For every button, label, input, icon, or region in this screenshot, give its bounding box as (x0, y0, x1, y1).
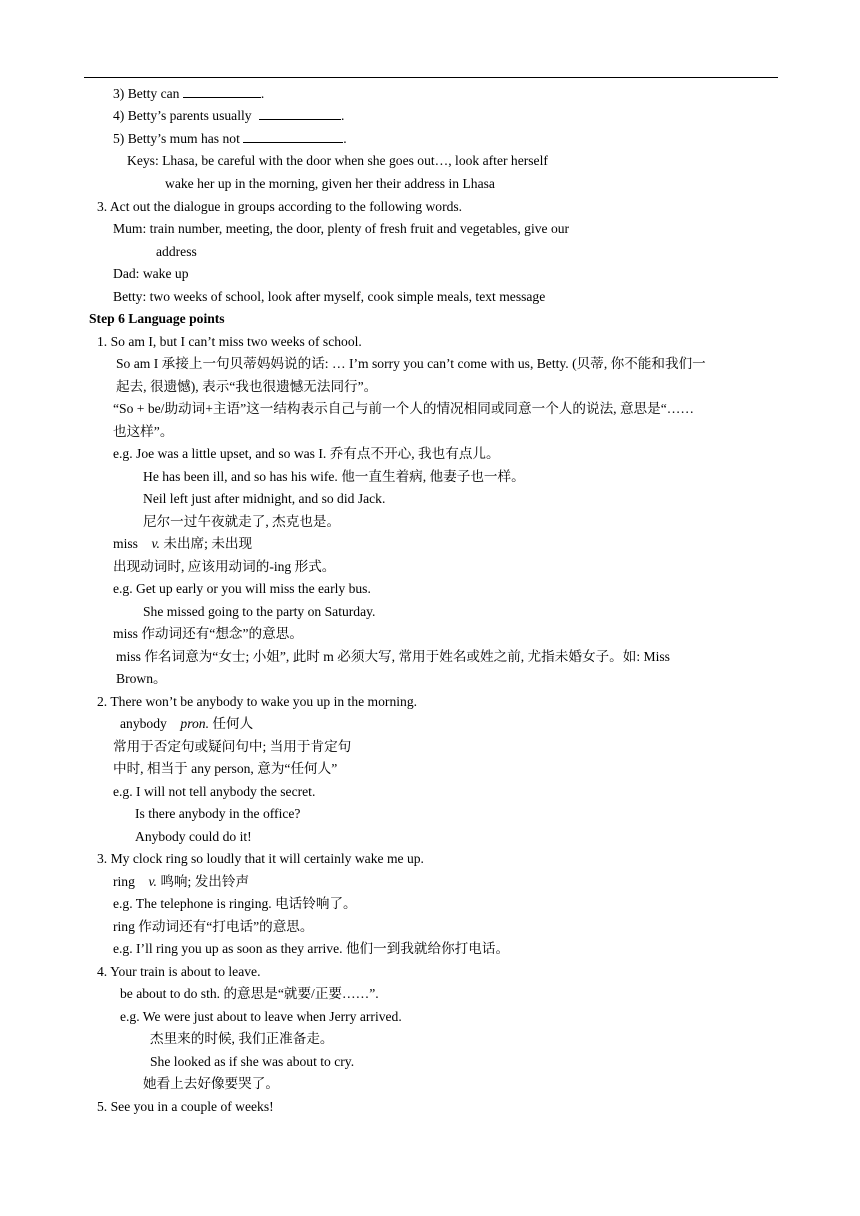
miss-note: 出现动词时, 应该用动词的-ing 形式。 (113, 559, 336, 574)
about-to-example-1-cn: 杰里来的时候, 我们正准备走。 (150, 1031, 334, 1046)
vocab-meaning: 鸣响; 发出铃声 (160, 874, 250, 889)
act-betty-line: Betty: two weeks of school, look after myself, cook simple meals, text message (113, 289, 546, 304)
part-of-speech: v. (151, 536, 160, 551)
act-mum-line-2: address (156, 244, 197, 259)
ring-example-2: e.g. I’ll ring you up as soon as they arrive. 他们一到我就给你打电话。 (113, 941, 510, 956)
ring-note: ring 作动词还有“打电话”的意思。 (113, 919, 314, 934)
header-rule (84, 77, 778, 78)
item-5-text: 5) Betty’s mum has not (113, 131, 240, 146)
point-1-example-2: He has been ill, and so has his wife. 他一直生着病, 他妻子也一样。 (143, 469, 525, 484)
about-to-example-2-cn: 她看上去好像要哭了。 (143, 1076, 279, 1091)
point-1-sentence: 1. So am I, but I can’t miss two weeks of school. (97, 334, 362, 349)
item-3-text: 3) Betty can (113, 86, 180, 101)
act-dad-line: Dad: wake up (113, 266, 189, 281)
vocab-word: miss (113, 536, 138, 551)
point-1-note-2: 起去, 很遗憾), 表示“我也很遗憾无法同行”。 (116, 379, 378, 394)
exercise-item-4 (113, 107, 344, 125)
period: . (343, 131, 347, 146)
point-1-note-4: 也这样”。 (113, 424, 174, 439)
vocab-word: ring (113, 874, 135, 889)
keys-line-2: wake her up in the morning, given her their address in Lhasa (165, 176, 495, 191)
anybody-note-1: 常用于否定句或疑问句中; 当用于肯定句 (113, 739, 352, 754)
act-mum-line-1: Mum: train number, meeting, the door, plenty of fresh fruit and vegetables, give our (113, 221, 570, 236)
vocab-word: anybody (120, 716, 167, 731)
anybody-example-2: Is there anybody in the office? (135, 806, 301, 821)
part-of-speech: pron. (180, 716, 209, 731)
keys-line-1: Keys: Lhasa, be careful with the door when she goes out…, look after herself (127, 153, 548, 168)
miss-note-2: miss 作动词还有“想念”的意思。 (113, 626, 303, 641)
anybody-example-3: Anybody could do it! (135, 829, 252, 844)
vocab-meaning: 未出席; 未出现 (163, 536, 253, 551)
exercise-item-3 (113, 85, 264, 103)
miss-note-3: miss 作名词意为“女士; 小姐”, 此时 m 必须大写, 常用于姓名或姓之前, 尤指未婚女子。如: Miss (116, 649, 670, 664)
ring-example-1: e.g. The telephone is ringing. 电话铃响了。 (113, 896, 357, 911)
about-to-example-2: She looked as if she was about to cry. (150, 1054, 355, 1069)
point-4-sentence: 4. Your train is about to leave. (97, 964, 261, 979)
step6-title: Step 6 Language points (89, 311, 225, 326)
answer-blank (183, 85, 261, 98)
miss-definition (113, 535, 252, 553)
vocab-meaning: 任何人 (212, 716, 254, 731)
point-3-sentence: 3. My clock ring so loudly that it will certainly wake me up. (97, 851, 424, 866)
answer-blank (259, 107, 341, 120)
exercise-item-5 (113, 130, 347, 148)
period: . (340, 108, 345, 123)
anybody-definition (120, 715, 253, 733)
act-heading: 3. Act out the dialogue in groups according to the following words. (97, 199, 463, 214)
period: . (260, 86, 265, 101)
point-2-sentence: 2. There won’t be anybody to wake you up in the morning. (97, 694, 418, 709)
point-1-note-3: “So + be/助动词+主语”这一结构表示自己与前一个人的情况相同或同意一个人的说法, 意思是“…… (113, 401, 694, 416)
miss-example-1: e.g. Get up early or you will miss the early bus. (113, 581, 371, 596)
ring-definition (113, 873, 249, 891)
answer-blank (243, 130, 343, 143)
point-1-example-1: e.g. Joe was a little upset, and so was I. 乔有点不开心, 我也有点儿。 (113, 446, 500, 461)
about-to-example-1: e.g. We were just about to leave when Jerry arrived. (120, 1009, 402, 1024)
part-of-speech: v. (148, 874, 157, 889)
about-to-note: be about to do sth. 的意思是“就要/正要……”. (120, 986, 379, 1001)
miss-note-4: Brown。 (116, 671, 167, 686)
anybody-example-1: e.g. I will not tell anybody the secret. (113, 784, 316, 799)
point-1-note-1: So am I 承接上一句贝蒂妈妈说的话: … I’m sorry you can’t come with us, Betty. (贝蒂, 你不能和我们一 (116, 356, 706, 371)
point-5-sentence: 5. See you in a couple of weeks! (97, 1099, 274, 1114)
point-1-example-3-cn: 尼尔一过午夜就走了, 杰克也是。 (143, 514, 341, 529)
item-4-text: 4) Betty’s parents usually (113, 108, 252, 123)
point-1-example-3: Neil left just after midnight, and so did Jack. (143, 491, 386, 506)
anybody-note-2: 中时, 相当于 any person, 意为“任何人” (113, 761, 338, 776)
miss-example-2: She missed going to the party on Saturday. (143, 604, 376, 619)
